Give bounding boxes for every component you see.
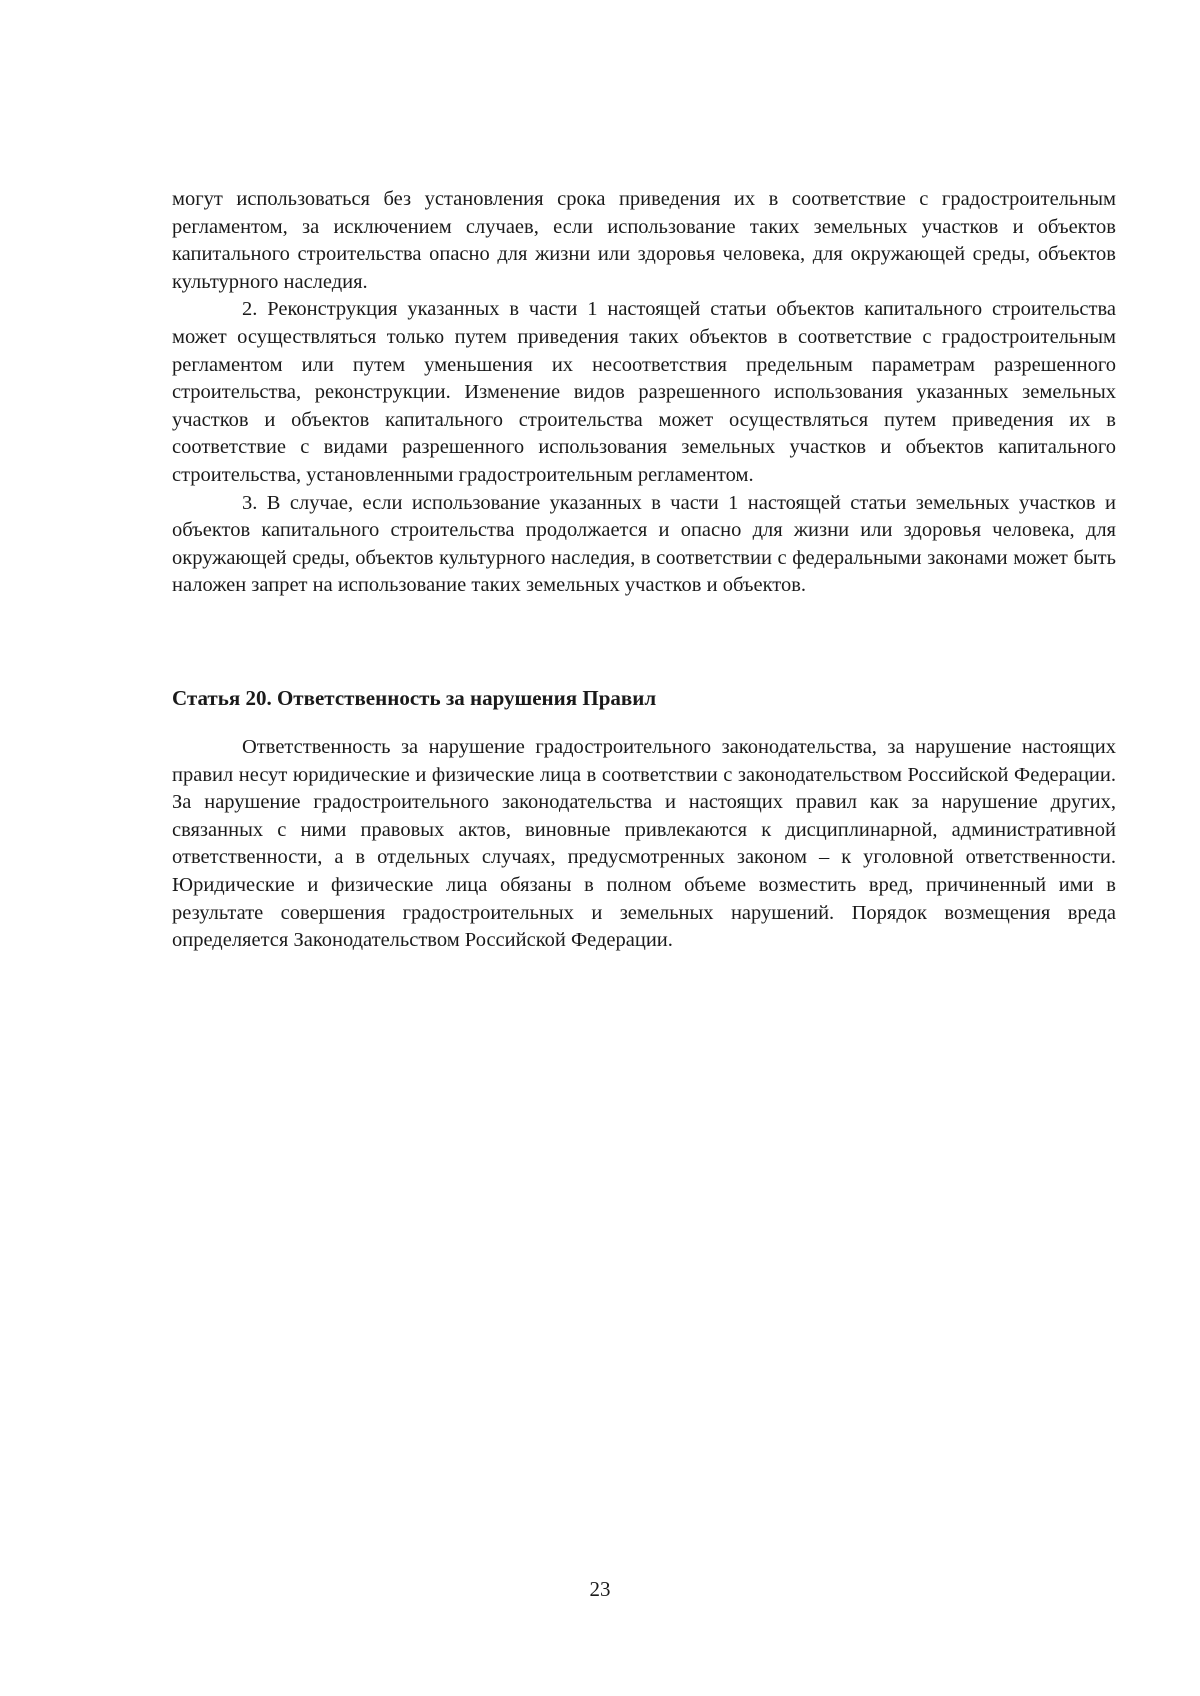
page-number: 23 [589,1577,611,1601]
continuation-paragraph: могут использоваться без установления срока приведения их в соответствие с градостроительным регламентом, за исключением случаев, если использование таких земельных участков и объектов капитального строительства опасно для жизни или здоровья человека, для окружающей среды, объектов культурного наследия. [172,188,1116,293]
list-item-3: 3. В случае, если использование указанных в части 1 настоящей статьи земельных участков и объектов капитального строительства продолжается и опасно для жизни или здоровья человека, для окружающей среды, объектов культурного наследия, в соответствии с федеральными законами может быть наложен запрет на использование таких земельных участков и объектов. [172,491,1116,597]
list-item-2: 2. Реконструкция указанных в части 1 настоящей статьи объектов капитального строительства может осуществляться только путем приведения таких объектов в соответствие с градостроительным регламентом или путем уменьшения их несоответствия предельным параметрам разрешенного строительства, реконструкции. Изменение видов разрешенного использования указанных земельных участков и объектов капитального строительства может осуществляться путем приведения их в соответствие с видами разрешенного использования земельных участков и объектов капитального строительства, установленными градостроительным регламентом. [172,298,1116,486]
article-paragraph: Ответственность за нарушение градостроительного законодательства, за нарушение настоящих правил несут юридические и физические лица в соответствии с законодательством Российской Федерации. За нарушение градостроительного законодательства и настоящих правил как за нарушение других, связанных с ними правовых актов, виновные привлекаются к дисциплинарной, административной ответственности, а в отдельных случаях, предусмотренных законом – к уголовной ответственности. Юридические и физические лица обязаны в полном объеме возместить вред, причиненный ими в результате совершения градостроительных и земельных нарушений. Порядок возмещения вреда определяется Законодательством Российской Федерации. [172,736,1116,952]
article-20-body [172,734,1116,955]
article-heading: Статья 20. Ответственность за нарушения Правил [172,686,657,710]
article-19-continuation [172,186,1116,600]
